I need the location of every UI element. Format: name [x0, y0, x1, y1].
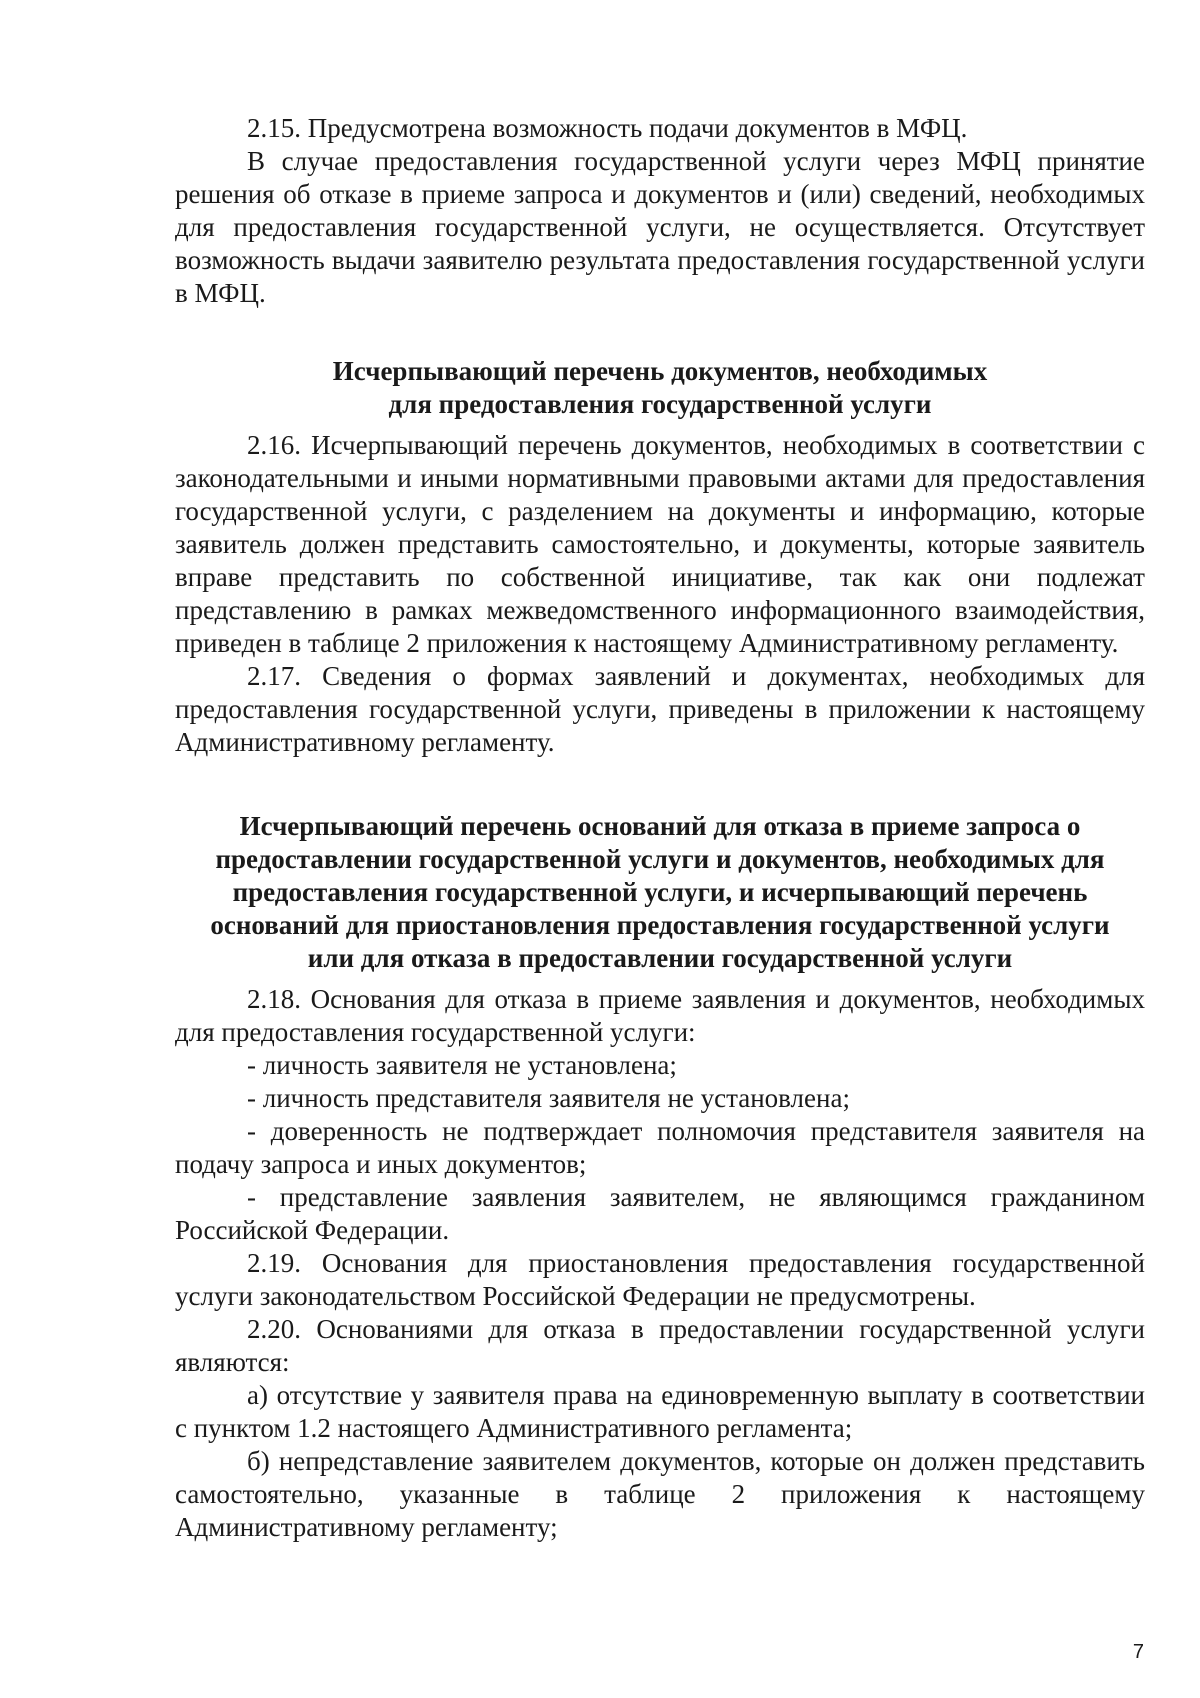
list-item: - доверенность не подтверждает полномочия представителя заявителя на подачу запроса и иных документов; — [175, 1116, 1145, 1179]
list-item: - личность представителя заявителя не установлена; — [247, 1083, 850, 1113]
list-item: - представление заявления заявителем, не являющимся гражданином Российской Федерации. — [175, 1182, 1145, 1245]
heading-line: оснований для приостановления предоставления государственной услуги — [210, 910, 1110, 940]
paragraph-2-15: 2.15. Предусмотрена возможность подачи документов в МФЦ. — [247, 113, 968, 143]
paragraph-2-17: 2.17. Сведения о формах заявлений и документах, необходимых для предоставления государственной услуги, приведены в приложении к настоящему Административному регламенту. — [175, 661, 1145, 757]
section-heading-documents — [175, 355, 1145, 421]
heading-line: или для отказа в предоставлении государственной услуги — [307, 943, 1013, 973]
page-content — [175, 112, 1145, 1544]
section-heading-refusal-grounds — [175, 810, 1145, 975]
heading-line: Исчерпывающий перечень оснований для отказа в приеме запроса о — [239, 811, 1081, 841]
paragraph-2-16: 2.16. Исчерпывающий перечень документов, необходимых в соответствии с законодательными и иными нормативными правовыми актами для предоставления государственной услуги, с разделением на документы и информацию, которые заявитель должен представить самостоятельно, и документы, которые заявитель вправе представить по собственной инициативе, так как они подлежат представлению в рамках межведомственного информационного взаимодействия, приведен в таблице 2 приложения к настоящему Административному регламенту. — [175, 430, 1145, 658]
heading-line: Исчерпывающий перечень документов, необходимых — [332, 356, 988, 386]
list-item: б) непредставление заявителем документов, которые он должен представить самостоятельно, указанные в таблице 2 приложения к настоящему Административному регламенту; — [175, 1446, 1145, 1542]
list-item: - личность заявителя не установлена; — [247, 1050, 677, 1080]
list-item: а) отсутствие у заявителя права на единовременную выплату в соответствии с пунктом 1.2 настоящего Административного регламента; — [175, 1380, 1145, 1443]
paragraph-2-20: 2.20. Основаниями для отказа в предоставлении государственной услуги являются: — [175, 1314, 1145, 1377]
heading-line: для предоставления государственной услуги — [388, 389, 932, 419]
page-number: 7 — [1132, 1641, 1144, 1663]
paragraph-mfc: В случае предоставления государственной услуги через МФЦ принятие решения об отказе в приеме запроса и документов и (или) сведений, необходимых для предоставления государственной услуги, не осуществляется. Отсутствует возможность выдачи заявителю результата предоставления государственной услуги в МФЦ. — [175, 146, 1145, 308]
heading-line: предоставления государственной услуги, и исчерпывающий перечень — [232, 877, 1088, 907]
heading-line: предоставлении государственной услуги и документов, необходимых для — [215, 844, 1105, 874]
paragraph-2-18: 2.18. Основания для отказа в приеме заявления и документов, необходимых для предоставления государственной услуги: — [175, 984, 1145, 1047]
paragraph-2-19: 2.19. Основания для приостановления предоставления государственной услуги законодательством Российской Федерации не предусмотрены. — [175, 1248, 1145, 1311]
